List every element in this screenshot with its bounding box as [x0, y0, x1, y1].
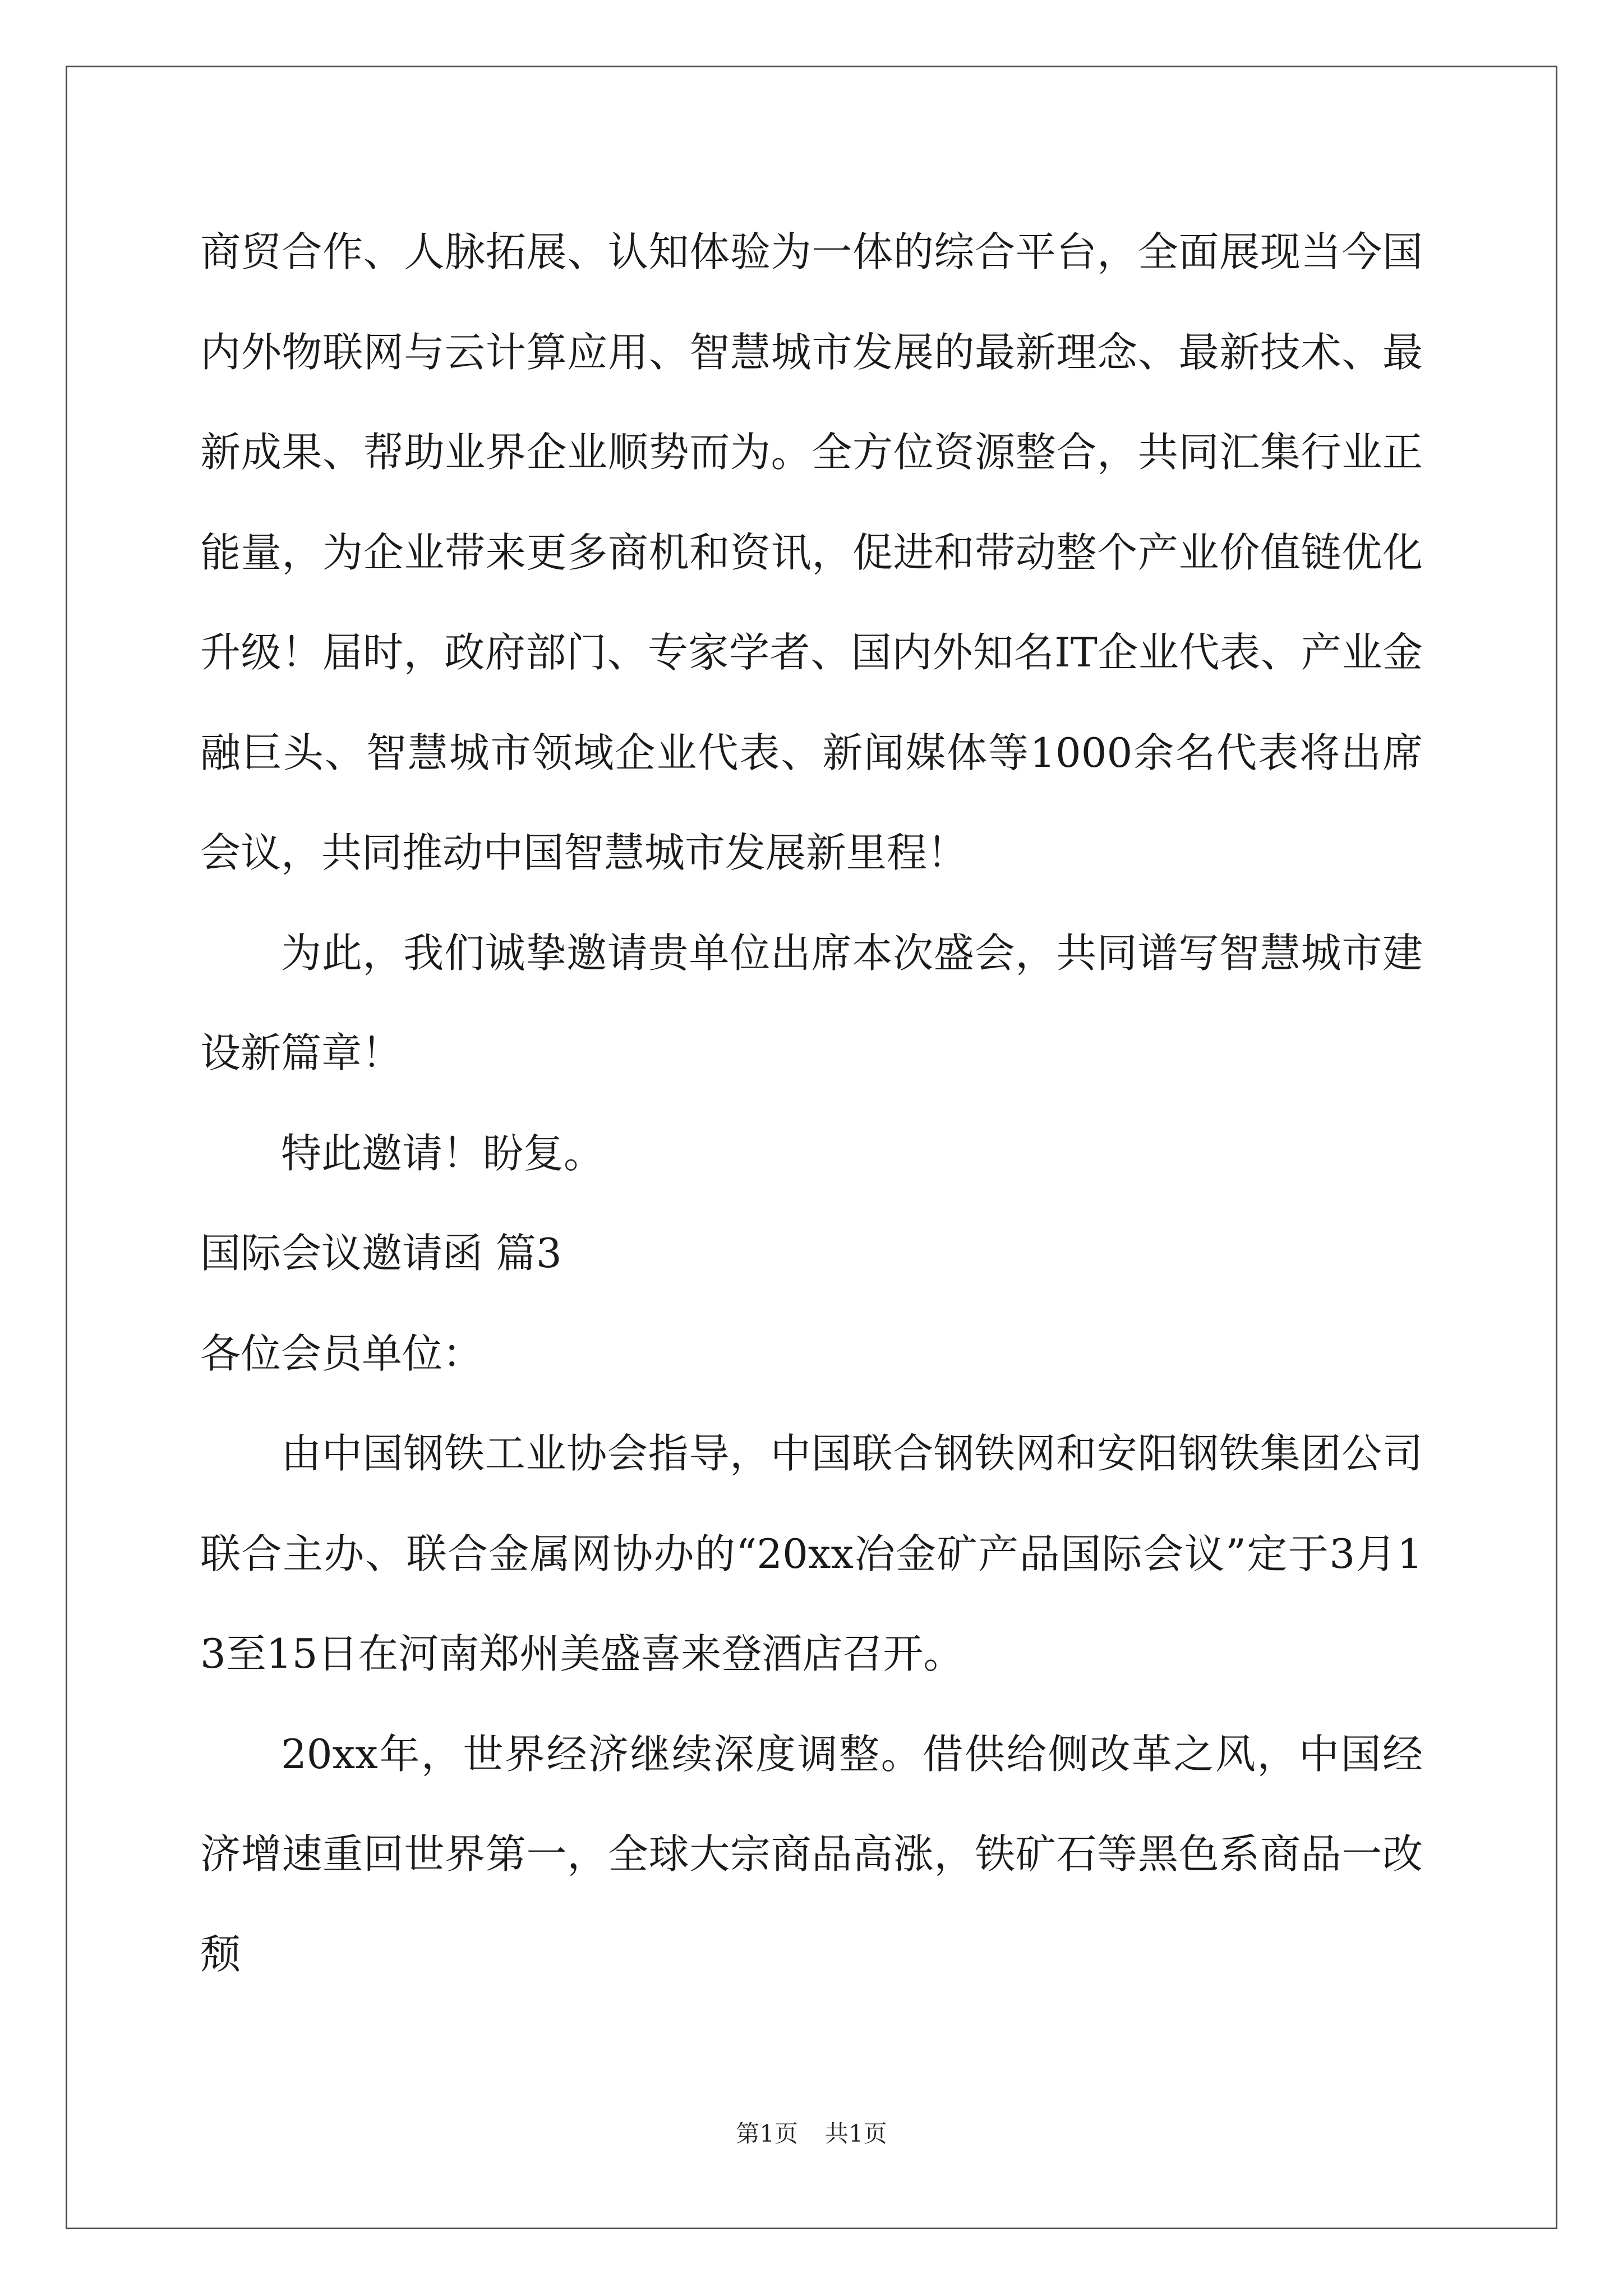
paragraph-5: 20xx年，世界经济继续深度调整。借供给侧改革之风，中国经济增速重回世界第一，全球大宗商品高涨，铁矿石等黑色系商品一改颓 [200, 1730, 1423, 1978]
salutation: 各位会员单位： [200, 1329, 483, 1377]
document-body [200, 202, 1423, 2004]
paragraph-2: 为此，我们诚挚邀请贵单位出席本次盛会，共同谱写智慧城市建设新篇章！ [200, 929, 1423, 1076]
page-number: 第1页 [736, 2120, 798, 2147]
page-total: 共1页 [825, 2120, 887, 2147]
paragraph-1: 商贸合作、人脉拓展、认知体验为一体的综合平台，全面展现当今国内外物联网与云计算应用、智慧城市发展的最新理念、最新技术、最新成果、帮助业界企业顺势而为。全方位资源整合，共同汇集行业正能量，为企业带来更多商机和资讯，促进和带动整个产业价值链优化升级！届时，政府部门、专家学者、国内外知名IT企业代表、产业金融巨头、智慧城市领域企业代表、新闻媒体等1000余名代表将出席会议，共同推动中国智慧城市发展新里程！ [200, 228, 1423, 876]
page-footer [0, 2117, 1623, 2151]
paragraph-4: 由中国钢铁工业协会指导，中国联合钢铁网和安阳钢铁集团公司联合主办、联合金属网协办的“20xx冶金矿产品国际会议”定于3月13至15日在河南郑州美盛喜来登酒店召开。 [200, 1430, 1423, 1677]
paragraph-3: 特此邀请！盼复。 [281, 1129, 605, 1177]
section-heading: 国际会议邀请函 篇3 [200, 1230, 562, 1277]
